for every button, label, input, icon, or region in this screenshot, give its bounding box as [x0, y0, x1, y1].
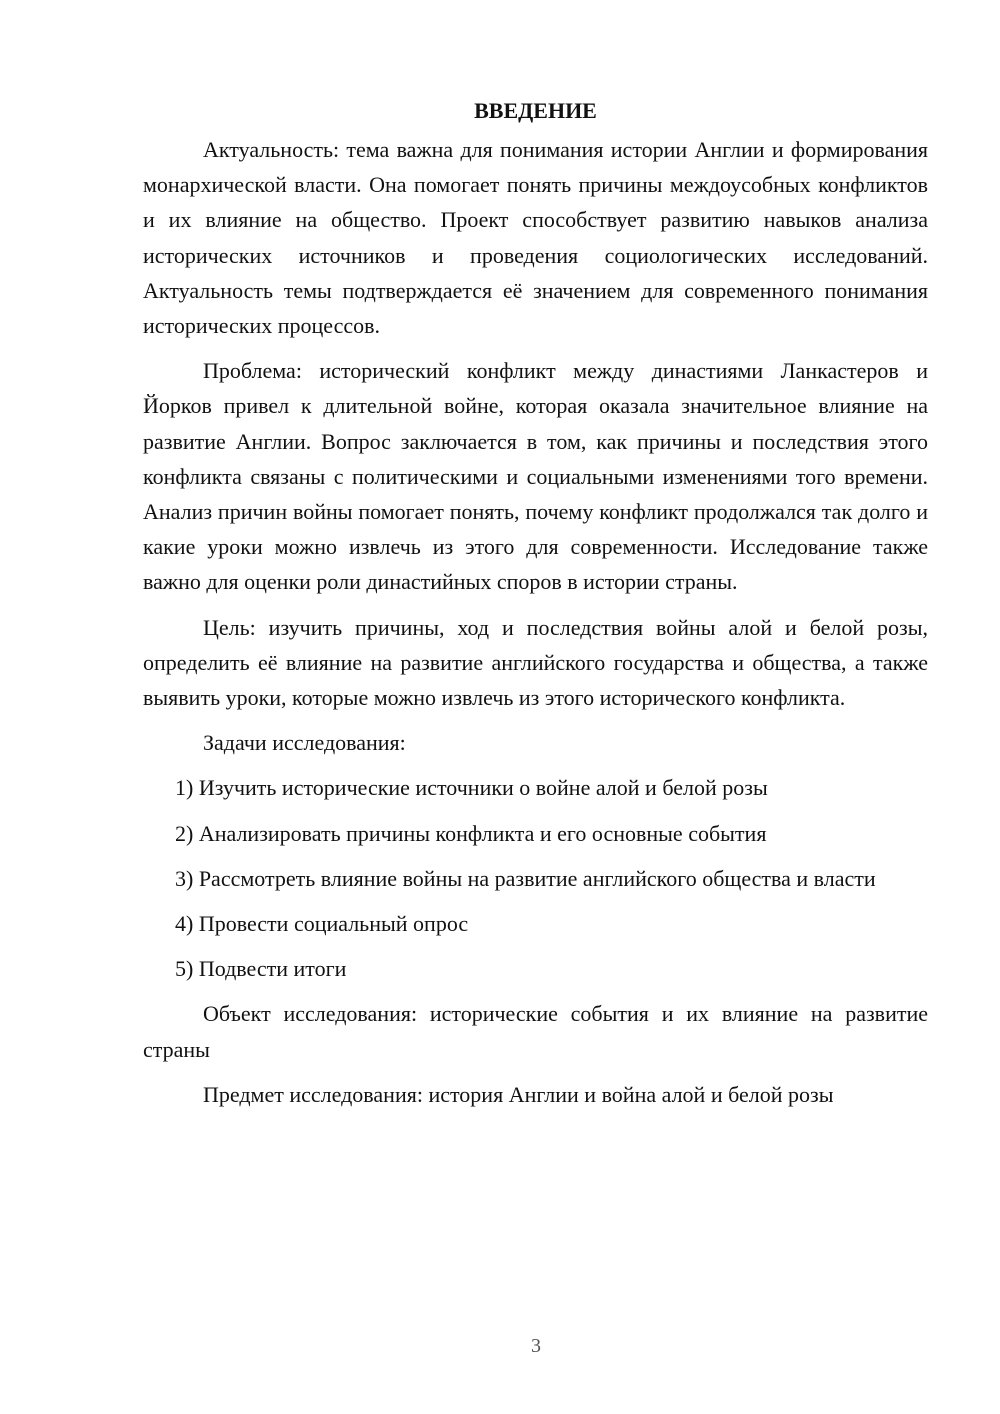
task-item: 2) Анализировать причины конфликта и его основные события: [175, 820, 767, 846]
problem-paragraph: Проблема: исторический конфликт между династиями Ланкастеров и Йорков привел к длительной войне, которая оказала значительное влияние на развитие Англии. Вопрос заключается в том, как причины и последствия этого конфликта связаны с политическими и социальными изменениями того времени. Анализ причин войны помогает понять, почему конфликт продолжался так долго и какие уроки можно извлечь из этого для современности. Исследование также важно для оценки роли династийных споров в истории страны.: [143, 358, 928, 595]
task-item: 1) Изучить исторические источники о войне алой и белой розы: [175, 775, 768, 801]
page-content: [143, 96, 928, 1112]
section-heading: ВВЕДЕНИЕ: [474, 98, 597, 123]
subject-paragraph: Предмет исследования: история Англии и война алой и белой розы: [203, 1081, 834, 1107]
page-number: 3: [531, 1335, 541, 1357]
object-paragraph: Объект исследования: исторические события и их влияние на развитие страны: [143, 1001, 928, 1062]
task-item: 5) Подвести итоги: [175, 956, 347, 982]
task-item: 4) Провести социальный опрос: [175, 911, 469, 937]
task-item: 3) Рассмотреть влияние войны на развитие английского общества и власти: [175, 865, 876, 891]
tasks-title: Задачи исследования:: [203, 730, 406, 756]
relevance-paragraph: Актуальность: тема важна для понимания истории Англии и формирования монархической власти. Она помогает понять причины междоусобных конфликтов и их влияние на общество. Проект способствует развитию навыков анализа исторических источников и проведения социологических исследований. Актуальность темы подтверждается её значением для современного понимания исторических процессов.: [143, 137, 928, 339]
goal-paragraph: Цель: изучить причины, ход и последствия войны алой и белой розы, определить её влияние на развитие английского государства и общества, а также выявить уроки, которые можно извлечь из этого исторического конфликта.: [143, 614, 928, 711]
